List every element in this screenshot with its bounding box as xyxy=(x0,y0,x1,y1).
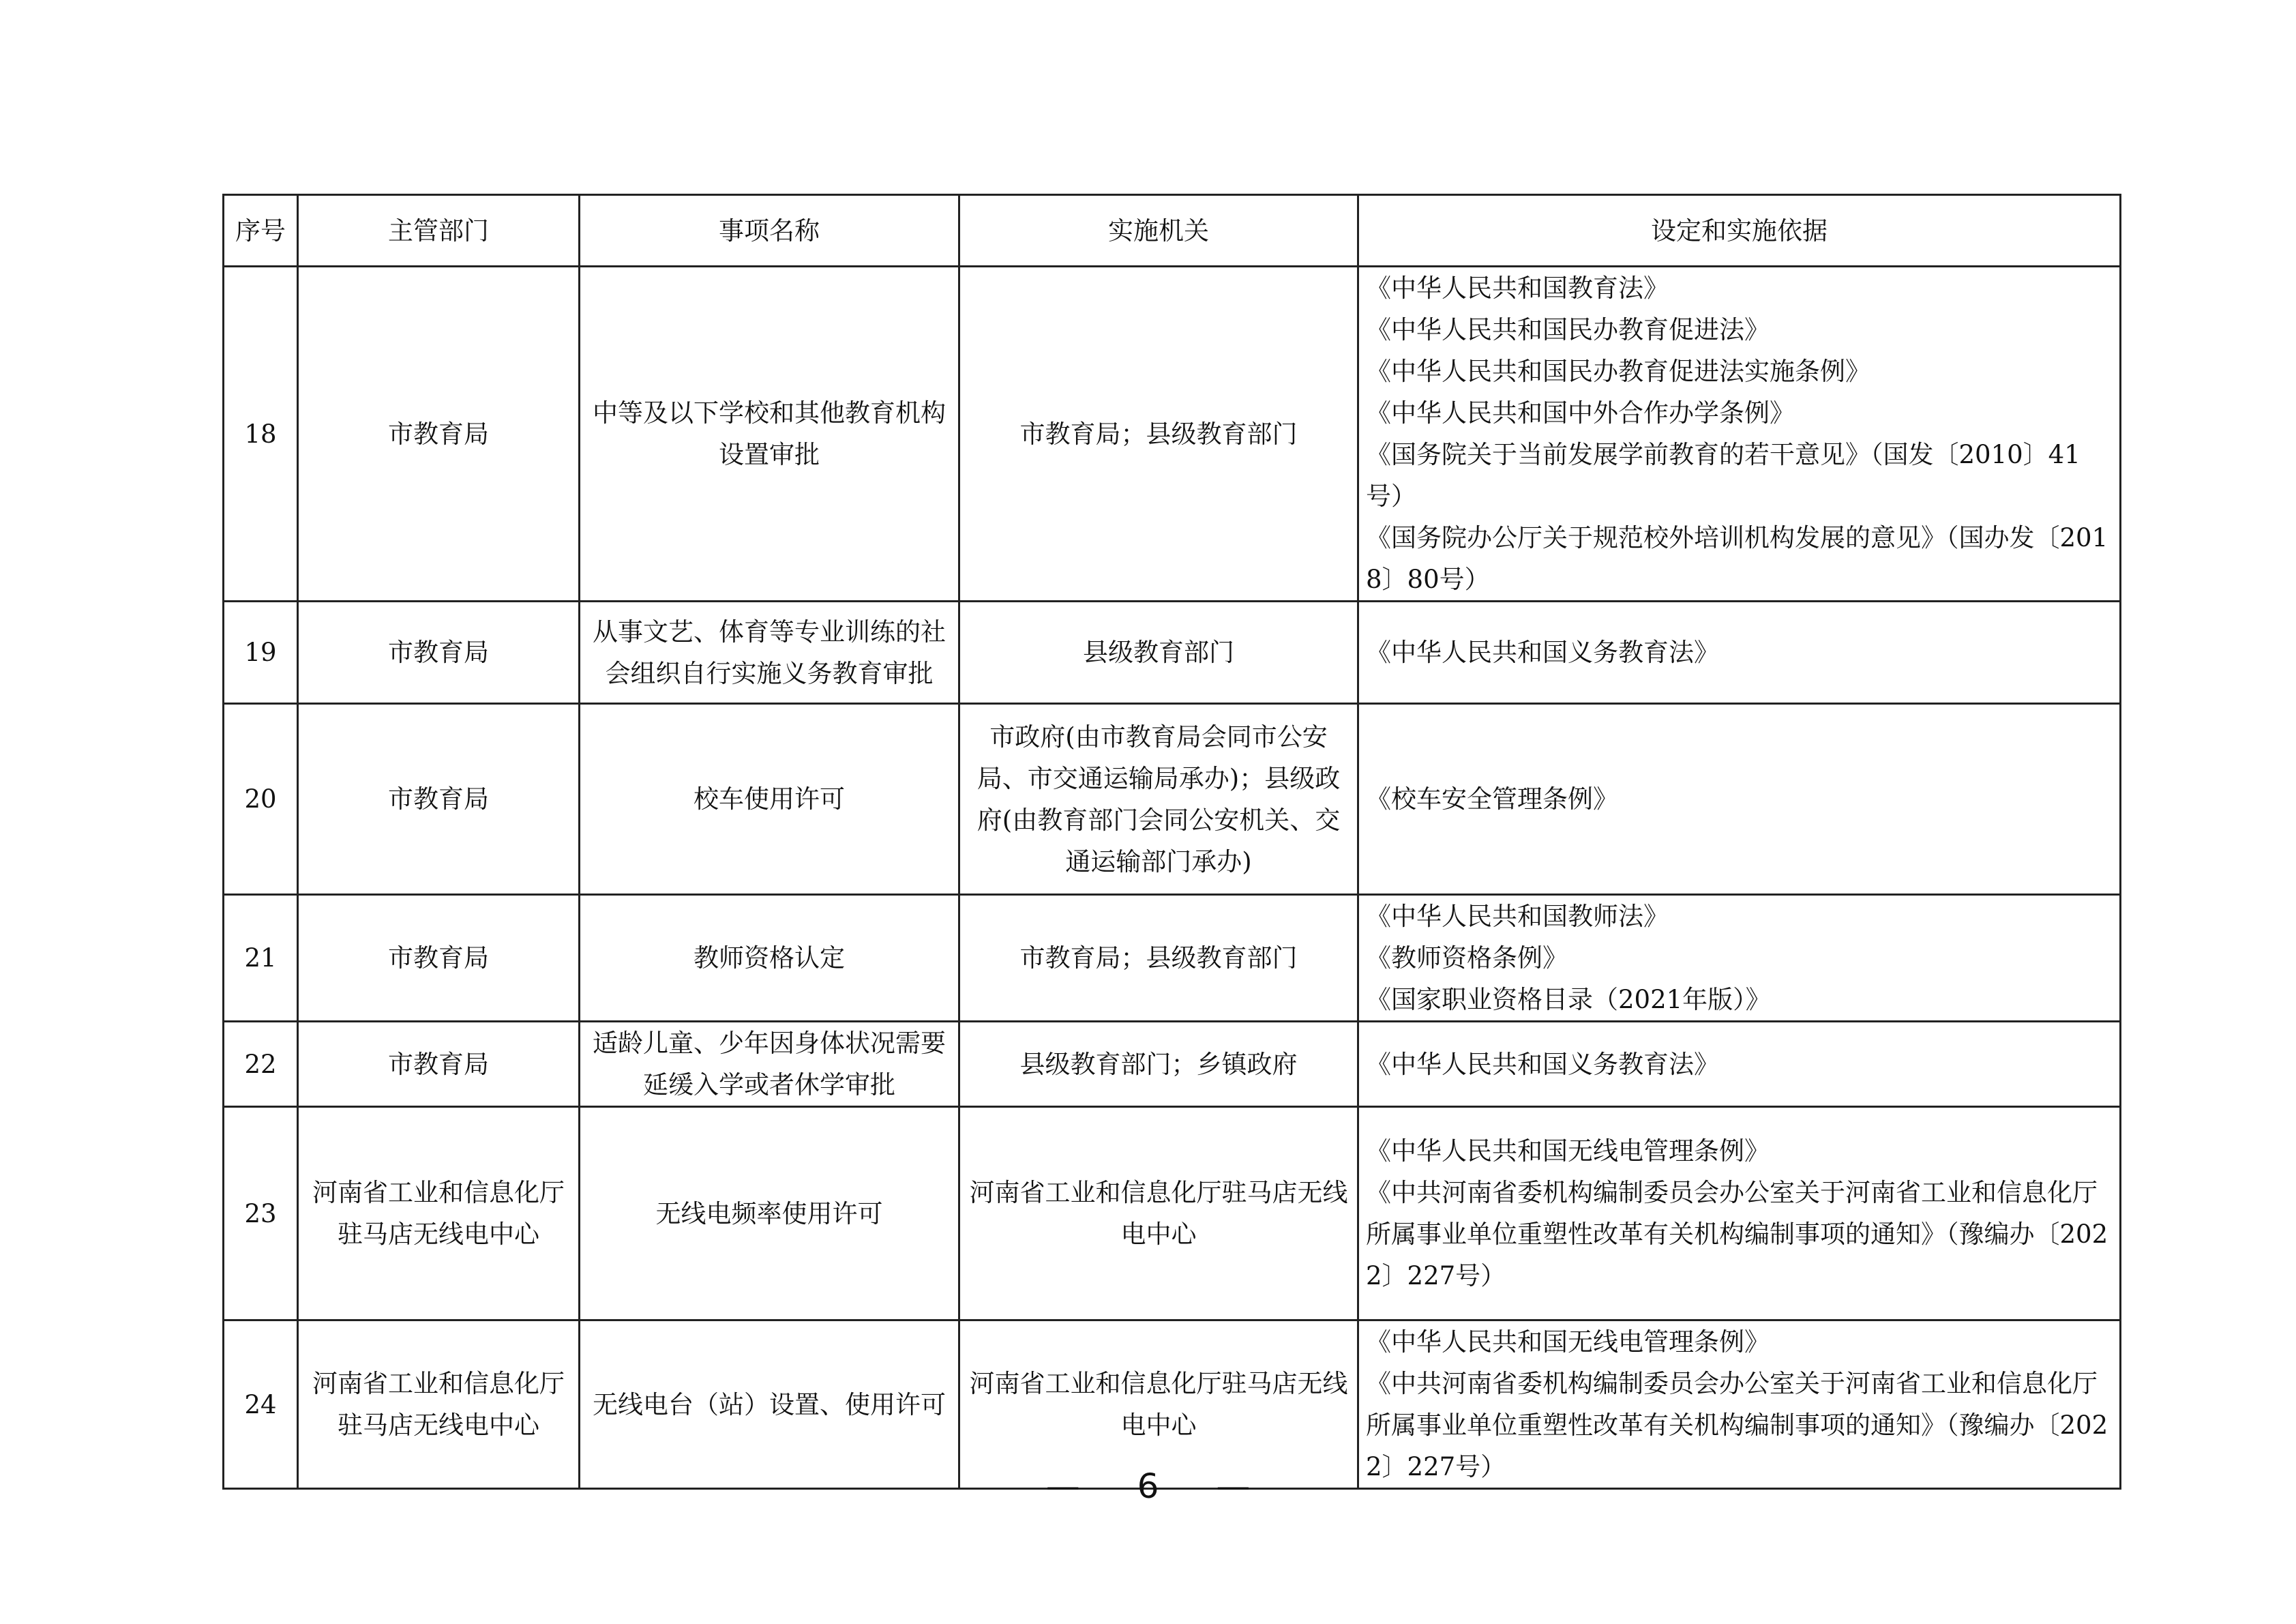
cell-item: 无线电台（站）设置、使用许可 xyxy=(580,1320,959,1489)
basis-line: 《中华人民共和国中外合作办学条例》 xyxy=(1366,398,1795,428)
footer-dash-left: — xyxy=(1045,1466,1080,1506)
basis-line: 《中共河南省委机构编制委员会办公室关于河南省工业和信息化厅所属事业单位重塑性改革有关机构编制事项的通知》（豫编办〔2022〕227号） xyxy=(1366,1178,2108,1290)
cell-basis xyxy=(1358,267,2121,602)
table-body xyxy=(224,267,2121,1489)
table-row xyxy=(224,602,2121,704)
cell-no: 22 xyxy=(224,1022,298,1107)
cell-dept: 市教育局 xyxy=(298,267,580,602)
cell-no: 23 xyxy=(224,1107,298,1320)
table-row xyxy=(224,1107,2121,1320)
cell-org: 市教育局；县级教育部门 xyxy=(959,267,1358,602)
cell-item: 中等及以下学校和其他教育机构设置审批 xyxy=(580,267,959,602)
table-row xyxy=(224,1022,2121,1107)
cell-dept: 市教育局 xyxy=(298,704,580,895)
basis-line: 《中华人民共和国教师法》 xyxy=(1366,902,1669,931)
cell-item: 教师资格认定 xyxy=(580,895,959,1022)
approval-items-table xyxy=(222,194,2121,1490)
table-row xyxy=(224,267,2121,602)
cell-org: 河南省工业和信息化厅驻马店无线电中心 xyxy=(959,1107,1358,1320)
basis-line: 《国务院关于当前发展学前教育的若干意见》（国发〔2010〕41号） xyxy=(1366,440,2081,511)
cell-no: 24 xyxy=(224,1320,298,1489)
cell-org: 市政府(由市教育局会同市公安局、市交通运输局承办)；县级政府(由教育部门会同公安机关、交通运输部门承办) xyxy=(959,704,1358,895)
cell-basis xyxy=(1358,704,2121,895)
footer-dash-right: — xyxy=(1216,1466,1251,1506)
basis-line: 《校车安全管理条例》 xyxy=(1366,784,1618,814)
header-org: 实施机关 xyxy=(959,195,1358,267)
cell-item: 适龄儿童、少年因身体状况需要延缓入学或者休学审批 xyxy=(580,1022,959,1107)
basis-line: 《国家职业资格目录（2021年版）》 xyxy=(1366,985,1771,1014)
cell-basis xyxy=(1358,895,2121,1022)
cell-no: 18 xyxy=(224,267,298,602)
table-row xyxy=(224,704,2121,895)
cell-org: 县级教育部门；乡镇政府 xyxy=(959,1022,1358,1107)
cell-org: 河南省工业和信息化厅驻马店无线电中心 xyxy=(959,1320,1358,1489)
cell-org: 市教育局；县级教育部门 xyxy=(959,895,1358,1022)
header-basis: 设定和实施依据 xyxy=(1358,195,2121,267)
table-header xyxy=(224,195,2121,267)
cell-no: 21 xyxy=(224,895,298,1022)
cell-basis xyxy=(1358,1320,2121,1489)
basis-line: 《教师资格条例》 xyxy=(1366,943,1568,973)
basis-line: 《国务院办公厅关于规范校外培训机构发展的意见》（国办发〔2018〕80号） xyxy=(1366,523,2108,594)
basis-line: 《中华人民共和国民办教育促进法》 xyxy=(1366,315,1770,344)
basis-line: 《中华人民共和国无线电管理条例》 xyxy=(1366,1136,1770,1166)
header-no: 序号 xyxy=(224,195,298,267)
cell-item: 无线电频率使用许可 xyxy=(580,1107,959,1320)
basis-line: 《中华人民共和国义务教育法》 xyxy=(1366,1049,1719,1079)
cell-dept: 河南省工业和信息化厅驻马店无线电中心 xyxy=(298,1107,580,1320)
cell-dept: 市教育局 xyxy=(298,602,580,704)
header-dept: 主管部门 xyxy=(298,195,580,267)
header-row xyxy=(224,195,2121,267)
cell-no: 19 xyxy=(224,602,298,704)
basis-line: 《中华人民共和国民办教育促进法实施条例》 xyxy=(1366,357,1870,386)
table-row xyxy=(224,1320,2121,1489)
header-item: 事项名称 xyxy=(580,195,959,267)
basis-line: 《中华人民共和国义务教育法》 xyxy=(1366,638,1719,667)
cell-dept: 河南省工业和信息化厅驻马店无线电中心 xyxy=(298,1320,580,1489)
cell-dept: 市教育局 xyxy=(298,1022,580,1107)
page-footer xyxy=(0,1466,2296,1506)
basis-line: 《中华人民共和国教育法》 xyxy=(1366,274,1669,303)
cell-item: 从事文艺、体育等专业训练的社会组织自行实施义务教育审批 xyxy=(580,602,959,704)
cell-basis xyxy=(1358,1107,2121,1320)
basis-line: 《中华人民共和国无线电管理条例》 xyxy=(1366,1327,1770,1357)
table-row xyxy=(224,895,2121,1022)
cell-org: 县级教育部门 xyxy=(959,602,1358,704)
basis-line: 《中共河南省委机构编制委员会办公室关于河南省工业和信息化厅所属事业单位重塑性改革有关机构编制事项的通知》（豫编办〔2022〕227号） xyxy=(1366,1369,2108,1481)
cell-item: 校车使用许可 xyxy=(580,704,959,895)
cell-basis xyxy=(1358,1022,2121,1107)
page-number: 6 xyxy=(1137,1466,1159,1506)
cell-dept: 市教育局 xyxy=(298,895,580,1022)
cell-basis xyxy=(1358,602,2121,704)
cell-no: 20 xyxy=(224,704,298,895)
